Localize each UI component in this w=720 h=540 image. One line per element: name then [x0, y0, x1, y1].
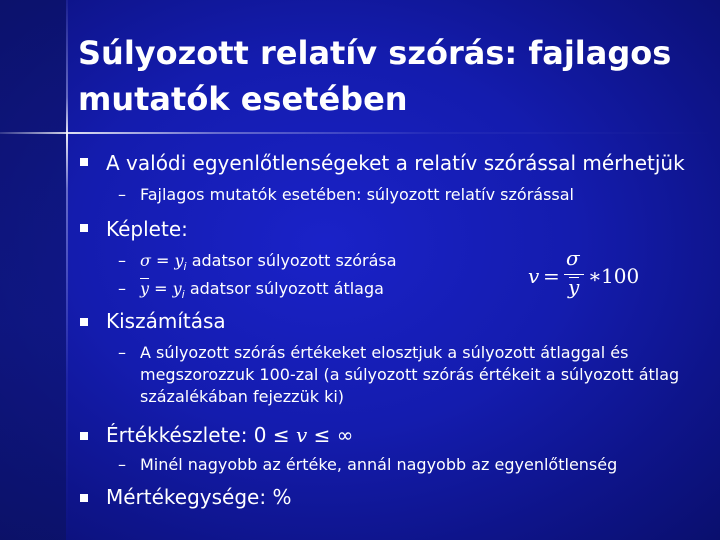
- dash-marker: –: [118, 185, 126, 204]
- equals-sign: =: [150, 251, 175, 270]
- sigma-symbol: σ: [140, 251, 151, 270]
- left-decor-band: [0, 0, 66, 540]
- ybar-symbol: $\overline{y}$: [140, 279, 150, 298]
- bullet-text: A valódi egyenlőtlenségeket a relatív szórással mérhetjük: [106, 151, 685, 175]
- formula-equals: =: [543, 264, 560, 288]
- formula-times: ∗: [588, 264, 602, 288]
- dash-marker: –: [118, 279, 126, 298]
- sub-bullet-text: A súlyozott szórás értékeket elosztjuk a súlyozott átlaggal és megszorozzuk 100-zal (a súlyozott szórás értékeit a súlyozott átlag százalékában fejezzük ki): [140, 343, 680, 406]
- sub-bullet-ybar-def: [140, 278, 384, 306]
- formula-relative-deviation: [528, 244, 658, 314]
- range-text: Értékkészlete: 0 ≤: [106, 423, 296, 447]
- slide-title: Súlyozott relatív szórás: fajlagos mutatók esetében: [78, 34, 672, 118]
- sub-bullet-text: Fajlagos mutatók esetében: súlyozott relatív szórással: [140, 185, 574, 204]
- bullet-text: Mértékegysége: %: [106, 485, 292, 509]
- title-divider-line: [0, 132, 720, 134]
- bullet-square-icon: [80, 224, 88, 232]
- bullet-square-icon: [80, 494, 88, 502]
- bullet-value-range: [106, 422, 353, 448]
- bullet-text: Kiszámítása: [106, 309, 226, 333]
- definition-text: adatsor súlyozott átlaga: [184, 279, 384, 298]
- variable-v: v: [295, 423, 308, 447]
- variable-y: y: [172, 279, 182, 298]
- sub-bullet-text: Minél nagyobb az értéke, annál nagyobb az egyenlőtlenség: [140, 455, 618, 474]
- subscript-i: i: [183, 260, 187, 273]
- formula-numerator: σ: [566, 246, 580, 270]
- range-text-end: ≤ ∞: [307, 423, 354, 447]
- formula-lhs: v: [528, 264, 540, 288]
- definition-text: adatsor súlyozott szórása: [186, 251, 397, 270]
- bullet-square-icon: [80, 158, 88, 166]
- formula-denominator: y: [568, 275, 580, 299]
- sub-bullet-sigma-def: [140, 250, 397, 278]
- subscript-i: i: [181, 288, 185, 301]
- equals-sign: =: [149, 279, 173, 298]
- variable-y: y: [174, 251, 184, 270]
- vertical-decor-line: [66, 0, 68, 540]
- bullet-text: Képlete:: [106, 217, 188, 241]
- bullet-square-icon: [80, 318, 88, 326]
- dash-marker: –: [118, 251, 126, 270]
- formula-factor: 100: [601, 264, 640, 288]
- dash-marker: –: [118, 343, 126, 362]
- dash-marker: –: [118, 455, 126, 474]
- bullet-square-icon: [80, 432, 88, 440]
